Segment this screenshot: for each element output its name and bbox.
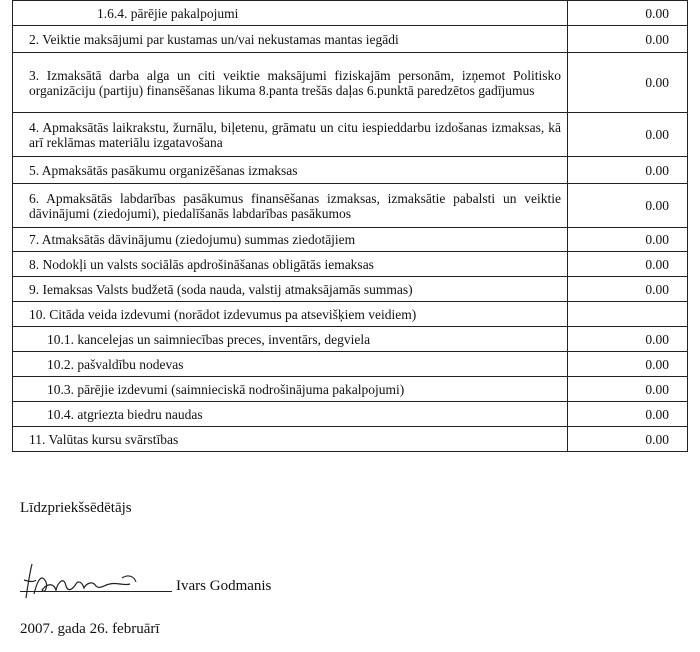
table-row	[13, 352, 688, 377]
row-label: 7. Atmaksātās dāvinājumu (ziedojumu) summas ziedotājiem	[13, 228, 568, 252]
row-amount: 0.00	[568, 252, 688, 277]
table-row	[13, 1, 688, 26]
table-row	[13, 402, 688, 427]
row-amount: 0.00	[568, 26, 688, 53]
row-amount: 0.00	[568, 352, 688, 377]
row-label: 4. Apmaksātās laikrakstu, žurnālu, biļetenu, grāmatu un citu iespieddarbu izdošanas izmaksas, kā arī reklāmas materiālu izgatavošana	[13, 113, 568, 157]
handwritten-signature	[20, 560, 180, 600]
table-row	[13, 302, 688, 327]
table-row	[13, 377, 688, 402]
table-row	[13, 184, 688, 228]
table-row	[13, 157, 688, 184]
row-amount: 0.00	[568, 277, 688, 302]
signature-block	[20, 560, 670, 600]
table-row	[13, 327, 688, 352]
row-label: 1.6.4. pārējie pakalpojumi	[13, 1, 568, 26]
table-row	[13, 53, 688, 113]
table-row	[13, 113, 688, 157]
row-label: 10.2. pašvaldību nodevas	[13, 352, 568, 377]
signer-title: Līdzpriekšsēdētājs	[20, 500, 132, 516]
row-amount: 0.00	[568, 157, 688, 184]
signer-name: Ivars Godmanis	[176, 578, 272, 594]
document-date: 2007. gada 26. februārī	[20, 621, 160, 637]
table-row	[13, 252, 688, 277]
expenses-table	[12, 0, 688, 452]
row-amount: 0.00	[568, 402, 688, 427]
row-label: 8. Nodokļi un valsts sociālās apdrošināšanas obligātās iemaksas	[13, 252, 568, 277]
row-amount: 0.00	[568, 113, 688, 157]
row-amount: 0.00	[568, 427, 688, 452]
row-label: 11. Valūtas kursu svārstības	[13, 427, 568, 452]
row-label: 5. Apmaksātās pasākumu organizēšanas izmaksas	[13, 157, 568, 184]
signature-underline	[20, 591, 172, 592]
row-amount	[568, 302, 688, 327]
table-row	[13, 228, 688, 252]
row-amount: 0.00	[568, 228, 688, 252]
row-label: 3. Izmaksātā darba alga un citi veiktie maksājumi fiziskajām personām, izņemot Politisko organizāciju (partiju) finansēšanas likuma 8.panta trešās daļas 6.punktā paredzētos gadījumus	[13, 53, 568, 113]
row-amount: 0.00	[568, 377, 688, 402]
table-row	[13, 277, 688, 302]
row-label: 10.1. kancelejas un saimniecības preces, inventārs, degviela	[13, 327, 568, 352]
row-label: 10. Citāda veida izdevumi (norādot izdevumus pa atsevišķiem veidiem)	[13, 302, 568, 327]
table-row	[13, 26, 688, 53]
row-label: 6. Apmaksātās labdarības pasākumus finansēšanas izmaksas, izmaksātie pabalsti un veiktie dāvinājumi (ziedojumi), piedalīšanās labdarības pasākumos	[13, 184, 568, 228]
row-label: 10.3. pārējie izdevumi (saimnieciskā nodrošinājuma pakalpojumi)	[13, 377, 568, 402]
row-label: 2. Veiktie maksājumi par kustamas un/vai nekustamas mantas iegādi	[13, 26, 568, 53]
row-label: 9. Iemaksas Valsts budžetā (soda nauda, valstij atmaksājamās summas)	[13, 277, 568, 302]
row-amount: 0.00	[568, 53, 688, 113]
table-row	[13, 427, 688, 452]
row-amount: 0.00	[568, 184, 688, 228]
row-amount: 0.00	[568, 1, 688, 26]
row-label: 10.4. atgriezta biedru naudas	[13, 402, 568, 427]
row-amount: 0.00	[568, 327, 688, 352]
